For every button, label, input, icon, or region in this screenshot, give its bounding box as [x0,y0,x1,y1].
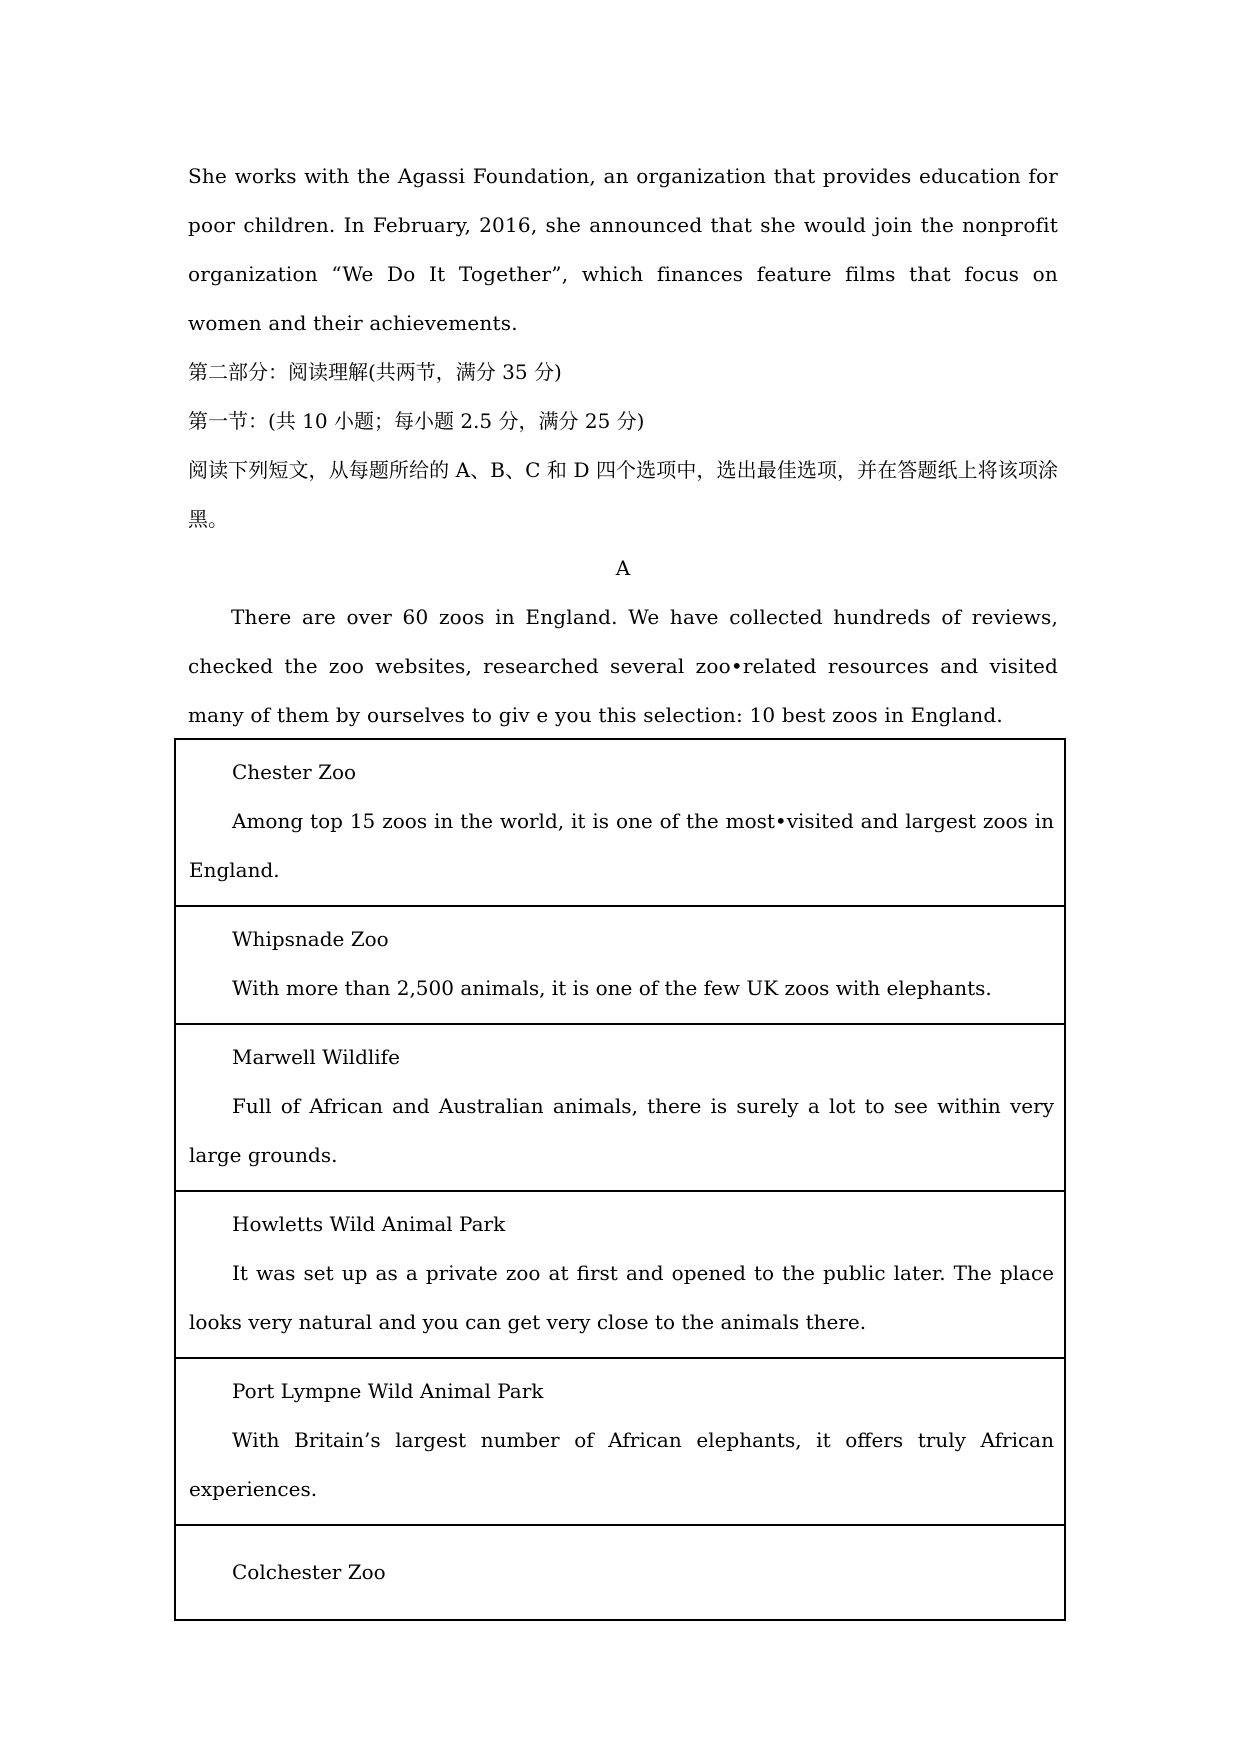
zoo-cell [175,1191,1065,1358]
zoo-cell [175,906,1065,1024]
table-row [175,1358,1065,1525]
zoo-name: Whipsnade Zoo [232,927,389,951]
zoo-description: It was set up as a private zoo at first and opened to the public later. The place looks very natural and you can get very close to the animals there. [189,1261,1054,1334]
zoo-table [174,738,1066,1621]
passage-letter: A [615,556,631,580]
zoo-cell [175,739,1065,906]
zoo-cell [175,1358,1065,1525]
table-row [175,906,1065,1024]
zoo-name: Marwell Wildlife [232,1045,400,1069]
table-row [175,1525,1065,1620]
zoo-description: Among top 15 zoos in the world, it is one of the most•visited and largest zoos in England. [189,809,1054,882]
zoo-cell [175,1525,1065,1620]
directions-text: 阅读下列短文，从每题所给的 A、B、C 和 D 四个选项中，选出最佳选项，并在答题纸上将该项涂黑。 [188,458,1058,531]
zoo-description: With more than 2,500 animals, it is one of the few UK zoos with elephants. [232,976,992,1000]
intro-paragraph: She works with the Agassi Foundation, an organization that provides education for poor children. In February, 2016, she announced that she would join the nonprofit organization “We Do It Together”, which finances feature films that focus on women and their achievements. [188,164,1058,335]
zoo-description: With Britain’s largest number of African elephants, it offers truly African experiences. [189,1428,1054,1501]
zoo-name: Chester Zoo [232,760,357,784]
zoo-name: Port Lympne Wild Animal Park [232,1379,544,1403]
zoo-description: Full of African and Australian animals, there is surely a lot to see within very large grounds. [189,1094,1054,1167]
section-one-heading: 第一节：(共 10 小题；每小题 2.5 分，满分 25 分) [188,409,645,433]
zoo-cell [175,1024,1065,1191]
document-page [188,152,1058,740]
zoo-name: Colchester Zoo [232,1560,386,1584]
zoo-name: Howletts Wild Animal Park [232,1212,506,1236]
part-two-heading: 第二部分：阅读理解(共两节，满分 35 分) [188,360,562,384]
passage-intro: There are over 60 zoos in England. We have collected hundreds of reviews, checked the zoo websites, researched several zoo•related resources and visited many of them by ourselves to giv e you this selection: 10 best zoos in England. [188,605,1058,727]
table-row [175,739,1065,906]
table-row [175,1024,1065,1191]
table-row [175,1191,1065,1358]
